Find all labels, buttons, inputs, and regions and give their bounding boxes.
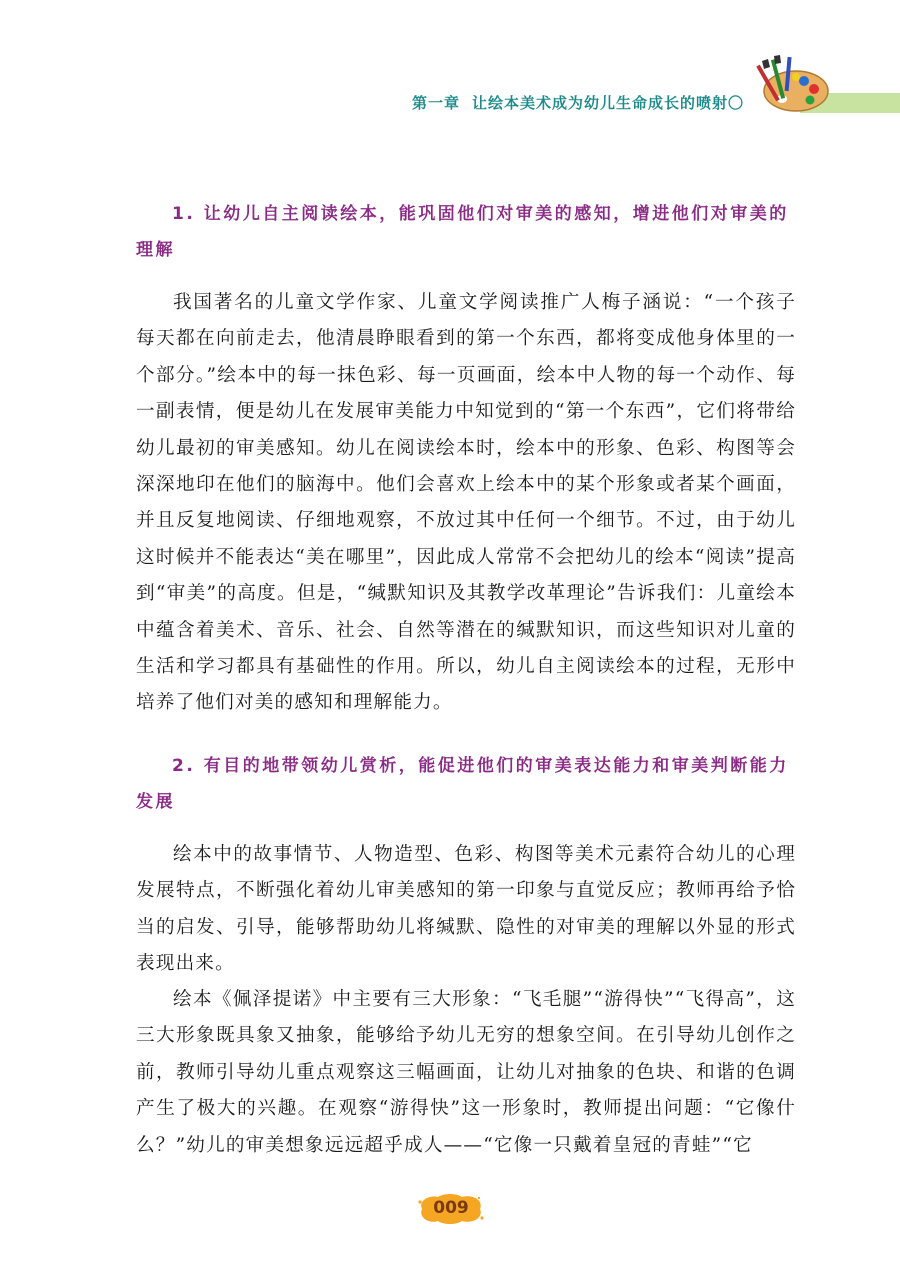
running-header — [412, 92, 744, 113]
section-2-heading: 2. 有目的地带领幼儿赏析，能促进他们的审美表达能力和审美判断能力发展 — [136, 756, 789, 812]
section-2-paragraph-1: 绘本中的故事情节、人物造型、色彩、构图等美术元素符合幼儿的心理发展特点，不断强化着幼儿审美感知的第一印象与直觉反应；教师再给予恰当的启发、引导，能够帮助幼儿将缄默、隐性的对审美的理解以外显的形式表现出来。 — [136, 844, 796, 975]
paint-palette-icon — [752, 55, 832, 115]
chapter-number: 第一章 — [412, 94, 461, 112]
page-number: 009 — [433, 1198, 469, 1218]
section-1-paragraph-1: 我国著名的儿童文学作家、儿童文学阅读推广人梅子涵说：“一个孩子每天都在向前走去，他清晨睁眼看到的第一个东西，都将变成他身体里的一个部分。”绘本中的每一抹色彩、每一页画面，绘本中人物的每一个动作、每一副表情，便是幼儿在发展审美能力中知觉到的“第一个东西”，它们将带给幼儿最初的审美感知。幼儿在阅读绘本时，绘本中的形象、色彩、构图等会深深地印在他们的脑海中。他们会喜欢上绘本中的某个形象或者某个画面，并且反复地阅读、仔细地观察，不放过其中任何一个细节。不过，由于幼儿这时候并不能表达“美在哪里”，因此成人常常不会把幼儿的绘本“阅读”提高到“审美”的高度。但是，“缄默知识及其教学改革理论”告诉我们：儿童绘本中蕴含着美术、音乐、社会、自然等潜在的缄默知识，而这些知识对儿童的生活和学习都具有基础性的作用。所以，幼儿自主阅读绘本的过程，无形中培养了他们对美的感知和理解能力。 — [136, 292, 796, 714]
section-2-paragraph-2: 绘本《佩泽提诺》中主要有三大形象：“飞毛腿”“游得快”“飞得高”，这三大形象既具象又抽象，能够给予幼儿无穷的想象空间。在引导幼儿创作之前，教师引导幼儿重点观察这三幅画面，让幼儿对抽象的色块、和谐的色调产生了极大的兴趣。在观察“游得快”这一形象时，教师提出问题：“它像什么？”幼儿的审美想象远远超乎成人——“它像一只戴着皇冠的青蛙”“它 — [136, 989, 796, 1156]
chapter-title: 让绘本美术成为幼儿生命成长的喷射〇 — [472, 94, 745, 112]
section-1-heading: 1. 让幼儿自主阅读绘本，能巩固他们对审美的感知，增进他们对审美的理解 — [136, 204, 789, 260]
